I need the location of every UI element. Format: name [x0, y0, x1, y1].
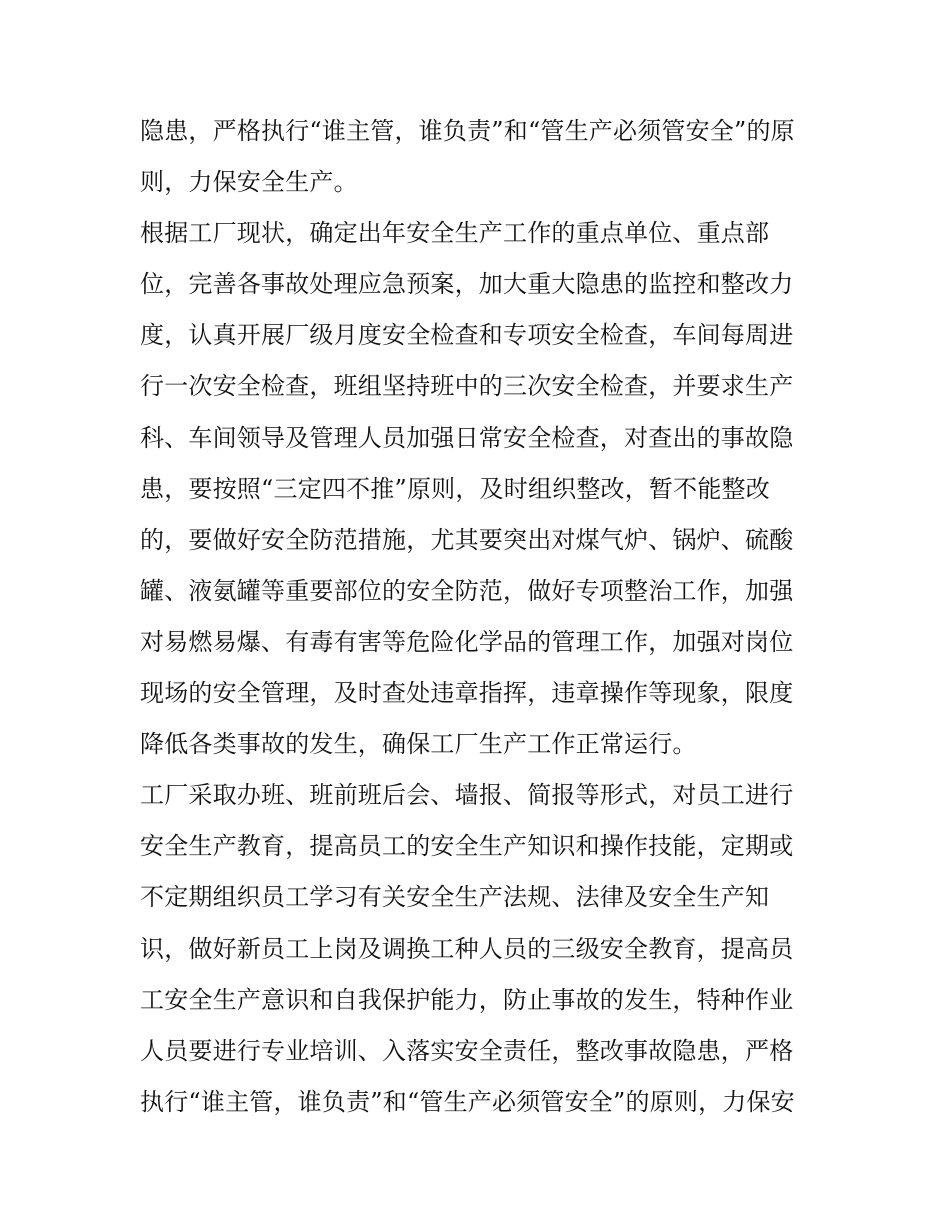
- text-line: 行一次安全检查，班组坚持班中的三次安全检查，并要求生产: [140, 372, 794, 401]
- text-line: 识，做好新员工上岗及调换工种人员的三级安全教育，提高员: [140, 934, 794, 963]
- text-line: 科、车间领导及管理人员加强日常安全检查，对查出的事故隐: [140, 423, 794, 452]
- text-line: 安全生产教育，提高员工的安全生产知识和操作技能，定期或: [140, 832, 794, 861]
- text-line: 对易燃易爆、有毒有害等危险化学品的管理工作，加强对岗位: [140, 627, 794, 656]
- body-text: [140, 106, 820, 1128]
- text-line: 工安全生产意识和自我保护能力，防止事故的发生，特种作业: [140, 985, 794, 1014]
- text-line: 度，认真开展厂级月度安全检查和专项安全检查，车间每周进: [140, 321, 794, 350]
- text-line: 则，力保安全生产。: [140, 168, 358, 197]
- text-line: 现场的安全管理，及时查处违章指挥，违章操作等现象，限度: [140, 679, 794, 708]
- text-line: 执行“谁主管，谁负责”和“管生产必须管安全”的原则，力保安: [140, 1087, 795, 1116]
- text-line: 患，要按照“三定四不推”原则，及时组织整改，暂不能整改: [140, 474, 770, 503]
- text-line: 根据工厂现状，确定出年安全生产工作的重点单位、重点部: [140, 219, 770, 248]
- text-line: 降低各类事故的发生，确保工厂生产工作正常运行。: [140, 730, 697, 759]
- text-line: 位，完善各事故处理应急预案，加大重大隐患的监控和整改力: [140, 270, 794, 299]
- text-line: 隐患，严格执行“谁主管，谁负责”和“管生产必须管安全”的原: [140, 117, 795, 145]
- text-line: 人员要进行专业培训、入落实安全责任，整改事故隐患，严格: [140, 1036, 794, 1065]
- text-line: 的，要做好安全防范措施，尤其要突出对煤气炉、锅炉、硫酸: [140, 525, 794, 554]
- text-line: 不定期组织员工学习有关安全生产法规、法律及安全生产知: [140, 883, 770, 912]
- text-line: 工厂采取办班、班前班后会、墙报、简报等形式，对员工进行: [140, 781, 794, 810]
- text-line: 罐、液氨罐等重要部位的安全防范，做好专项整治工作，加强: [140, 576, 794, 605]
